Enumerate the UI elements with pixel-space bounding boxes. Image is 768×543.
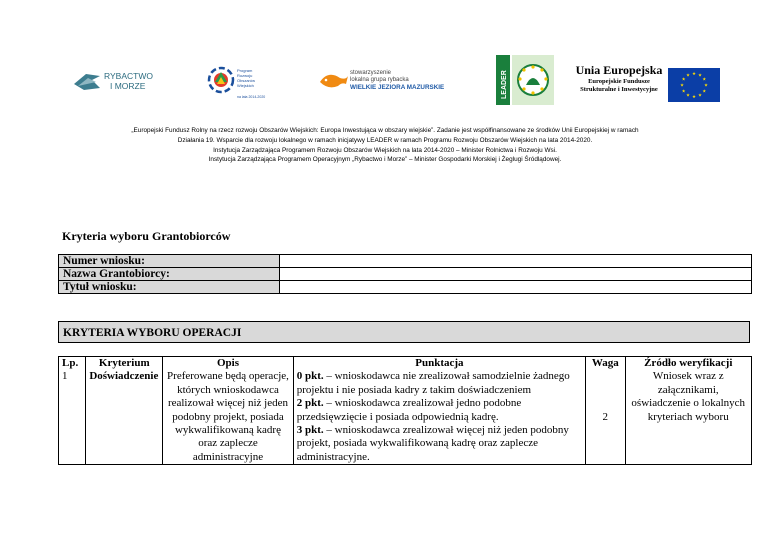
info-row bbox=[59, 255, 752, 268]
svg-text:★: ★ bbox=[681, 89, 686, 95]
document-title: Kryteria wyboru Grantobiorców bbox=[62, 229, 231, 243]
svg-text:★: ★ bbox=[679, 83, 685, 89]
score-desc: – wnioskodawca zrealizował jedno podobne przedsięwzięcie i posiada odpowiednią kadrę. bbox=[296, 397, 522, 423]
application-title-label: Tytuł wniosku: bbox=[59, 281, 280, 294]
svg-text:★: ★ bbox=[697, 73, 703, 79]
prow-2014-2020-logo bbox=[205, 60, 267, 102]
table-header-row bbox=[59, 357, 752, 371]
svg-text:★: ★ bbox=[697, 93, 703, 99]
funding-line: Instytucja Zarządzająca Programem Operacyjnym „Rybactwo i Morze” – Minister Gospodarki Morskiej i Żeglugi Śródlądowej. bbox=[208, 156, 562, 164]
header-zrodlo: Źródło weryfikacji bbox=[625, 357, 752, 371]
svg-text:★: ★ bbox=[702, 77, 707, 83]
cell-punktacja bbox=[293, 370, 585, 464]
svg-text:★: ★ bbox=[703, 83, 709, 89]
svg-text:★: ★ bbox=[685, 93, 691, 99]
svg-text:I MORZE: I MORZE bbox=[110, 81, 146, 91]
application-title-field[interactable] bbox=[280, 281, 752, 294]
svg-text:★: ★ bbox=[691, 72, 697, 77]
score-desc: – wnioskodawca zrealizował więcej niż jeden podobny projekt, posiada wykwalifikowaną kadrę oraz zaplecze administracyjne. bbox=[296, 424, 569, 463]
header-waga: Waga bbox=[586, 357, 625, 371]
header-opis: Opis bbox=[163, 357, 293, 371]
funding-line: „Europejski Fundusz Rolny na rzecz rozwoju Obszarów Wiejskich: Europa Inwestująca w obszary wiejskie”. Zadanie jest współfinansowane ze środków Unii Europejskiej w ramach bbox=[131, 127, 639, 134]
score-line bbox=[297, 370, 582, 397]
section-title: KRYTERIA WYBORU OPERACJI bbox=[58, 321, 750, 343]
funding-statement bbox=[60, 126, 710, 165]
score-points: 0 pkt. bbox=[296, 370, 324, 383]
svg-text:★: ★ bbox=[681, 77, 686, 83]
leader-logo bbox=[496, 55, 554, 105]
svg-text:★: ★ bbox=[702, 89, 707, 95]
table-row bbox=[59, 370, 752, 464]
svg-text:★: ★ bbox=[685, 73, 691, 79]
cell-lp: 1 bbox=[59, 370, 86, 464]
funding-line: Instytucja Zarządzająca Programem Rozwoju Obszarów Wiejskich na lata 2014-2020 – Minister Rolnictwa i Rozwoju Wsi. bbox=[213, 146, 557, 154]
score-desc: – wnioskodawca nie zrealizował samodzielnie żadnego projektu i nie posiada kadry z takim doświadczeniem bbox=[296, 370, 570, 396]
svg-text:WIELKIE JEZIORA MAZURSKIE: WIELKIE JEZIORA MAZURSKIE bbox=[350, 84, 445, 91]
grantee-name-field[interactable] bbox=[280, 268, 752, 281]
ue-title: Unia Europejska bbox=[575, 63, 663, 77]
svg-text:na lata 2014-2020: na lata 2014-2020 bbox=[237, 95, 266, 99]
svg-text:Wiejskich: Wiejskich bbox=[237, 83, 254, 88]
score-line bbox=[297, 397, 582, 424]
svg-text:stowarzyszenie: stowarzyszenie bbox=[350, 70, 392, 76]
ue-subtitle-2: Strukturalne i Inwestycyjne bbox=[580, 86, 658, 94]
svg-text:Rozwoju: Rozwoju bbox=[237, 73, 253, 78]
svg-text:LEADER: LEADER bbox=[501, 70, 508, 99]
svg-text:★: ★ bbox=[691, 95, 697, 100]
svg-text:Obszarów: Obszarów bbox=[237, 78, 256, 83]
info-row bbox=[59, 281, 752, 294]
score-points: 2 pkt. bbox=[296, 397, 324, 410]
cell-opis: Preferowane będą operacje, których wnioskodawca realizował więcej niż jeden podobny projekt, posiada wykwalifikowaną kadrę oraz zaplecze administracyjne bbox=[163, 370, 293, 464]
svg-text:Program: Program bbox=[237, 68, 253, 73]
cell-waga: 2 bbox=[586, 370, 625, 464]
application-number-label: Numer wniosku: bbox=[59, 255, 280, 268]
ue-label-block bbox=[573, 64, 665, 94]
criteria-table bbox=[58, 356, 752, 465]
application-info-table bbox=[58, 254, 752, 294]
lgr-wielkie-jeziora-mazurskie-logo bbox=[318, 66, 446, 94]
score-line bbox=[297, 424, 582, 464]
rybactwo-i-morze-logo bbox=[70, 66, 158, 96]
header-kryterium: Kryterium bbox=[86, 357, 163, 371]
grantee-name-label: Nazwa Grantobiorcy: bbox=[59, 268, 280, 281]
header-punktacja: Punktacja bbox=[293, 357, 585, 371]
info-row bbox=[59, 268, 752, 281]
ue-subtitle-1: Europejskie Fundusze bbox=[588, 77, 650, 85]
score-points: 3 pkt. bbox=[296, 424, 324, 437]
cell-kryterium: Doświadczenie bbox=[86, 370, 163, 464]
cell-zrodlo: Wniosek wraz z załącznikami, oświadczenie o lokalnych kryteriach wyboru bbox=[625, 370, 752, 464]
eu-flag-icon bbox=[668, 68, 720, 102]
application-number-field[interactable] bbox=[280, 255, 752, 268]
funding-line: Działania 19. Wsparcie dla rozwoju lokalnego w ramach inicjatywy LEADER w ramach Programu Rozwoju Obszarów Wiejskich na lata 2014-2020. bbox=[177, 136, 593, 144]
svg-text:lokalna grupa rybacka: lokalna grupa rybacka bbox=[350, 77, 409, 83]
header-lp: Lp. bbox=[59, 357, 86, 371]
svg-text:RYBACTWO: RYBACTWO bbox=[104, 71, 153, 81]
